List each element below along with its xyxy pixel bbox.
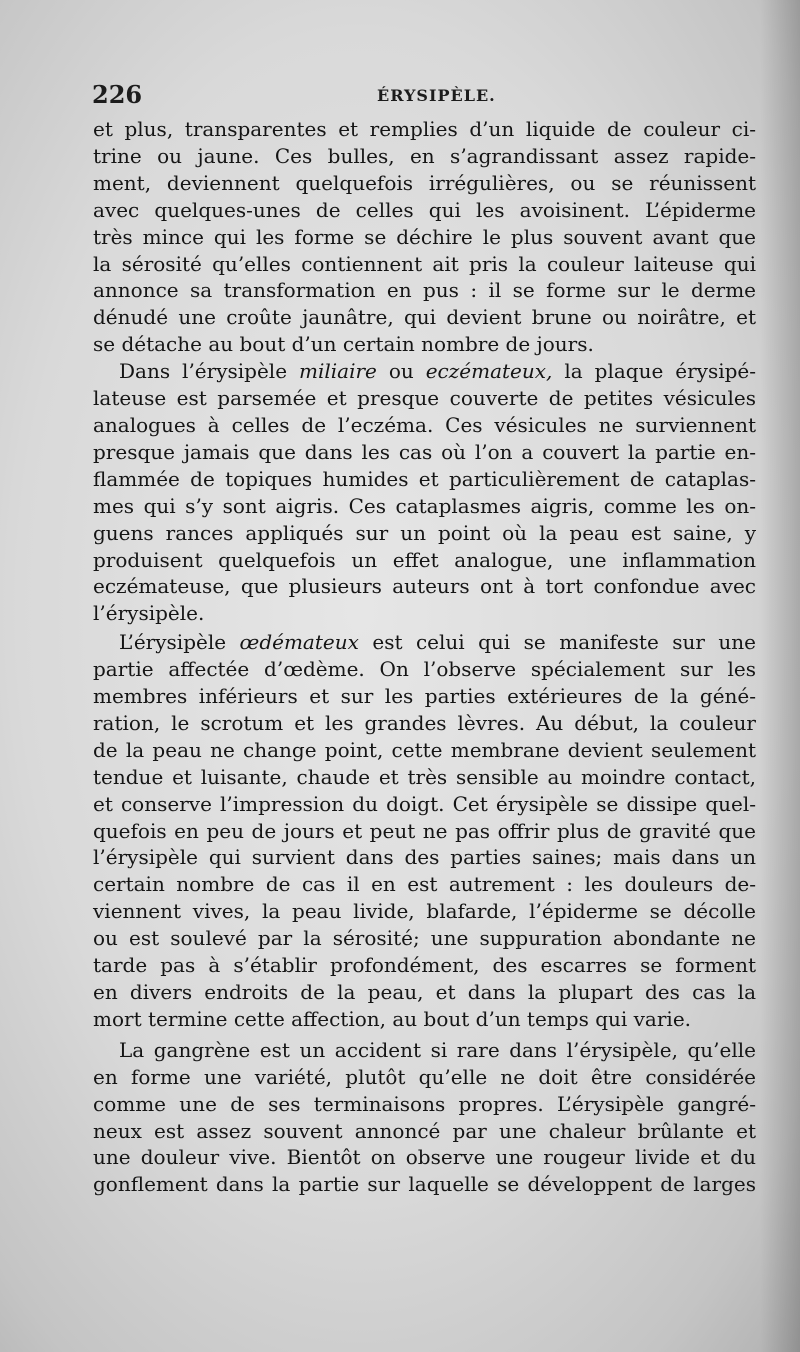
running-head: ÉRYSIPÈLE. (377, 86, 496, 105)
text-line: La gangrène est un accident si rare dans l’érysipèle, qu’elle (119, 1037, 756, 1062)
text-run: la plaque érysipé- (552, 359, 756, 384)
text-line: produisent quelquefois un effet analogue, une inflammation (93, 547, 756, 572)
text-line: l’érysipèle qui survient dans des parties saines; mais dans un (93, 845, 756, 870)
italic-term: miliaire (299, 359, 377, 384)
text-line: eczémateuse, que plusieurs auteurs ont à tort confondue avec (93, 574, 756, 599)
text-run: L’érysipèle (119, 630, 240, 655)
page-number: 226 (92, 80, 143, 109)
text-line: mort termine cette affection, au bout d’un temps qui varie. (93, 1006, 692, 1031)
paragraph (93, 1037, 756, 1198)
page-header (92, 80, 756, 114)
text-line: en forme une variété, plutôt qu’elle ne doit être considérée (93, 1064, 756, 1089)
body-text (93, 116, 756, 1198)
text-line: de la peau ne change point, cette membrane devient seulement (93, 737, 756, 762)
text-line: se détache au bout d’un certain nombre de jours. (93, 332, 594, 357)
paragraph (93, 358, 756, 627)
text-line: ou est soulevé par la sérosité; une suppuration abondante ne (93, 926, 756, 951)
text-line: l’érysipèle. (93, 601, 205, 626)
text-line: tarde pas à s’établir profondément, des escarres se forment (93, 953, 756, 978)
text-line: et conserve l’impression du doigt. Cet érysipèle se dissipe quel- (93, 791, 756, 816)
text-run: ou (376, 359, 426, 384)
text-line: quefois en peu de jours et peut ne pas offrir plus de gravité que (93, 818, 756, 843)
text-line: ment, deviennent quelquefois irrégulières, ou se réunissent (93, 170, 756, 195)
text-line: annonce sa transformation en pus : il se forme sur le derme (93, 278, 756, 303)
text-line: guens rances appliqués sur un point où la peau est saine, y (93, 520, 756, 545)
text-line: certain nombre de cas il en est autrement : les douleurs de- (93, 872, 756, 897)
text-line: lateuse est parsemée et presque couverte de petites vésicules (93, 386, 756, 411)
paragraph (93, 629, 756, 1033)
text-line: avec quelques-unes de celles qui les avoisinent. L’épiderme (93, 197, 756, 222)
text-line (93, 358, 756, 385)
text-line: tendue et luisante, chaude et très sensible au moindre contact, (93, 764, 756, 789)
text-line: comme une de ses terminaisons propres. L’érysipèle gangré- (93, 1091, 756, 1116)
italic-term: œdémateux (239, 630, 359, 655)
text-run: Dans l’érysipèle (119, 359, 299, 384)
text-line (93, 629, 756, 656)
text-line: gonflement dans la partie sur laquelle se développent de larges (93, 1172, 756, 1197)
text-line: neux est assez souvent annoncé par une chaleur brûlante et (93, 1118, 756, 1143)
text-line: très mince qui les forme se déchire le plus souvent avant que (93, 224, 756, 249)
text-line: la sérosité qu’elles contiennent ait pris la couleur laiteuse qui (93, 251, 756, 276)
text-line: flammée de topiques humides et particulièrement de cataplas- (93, 466, 756, 491)
text-line: membres inférieurs et sur les parties extérieures de la géné- (93, 684, 756, 709)
text-line: dénudé une croûte jaunâtre, qui devient brune ou noirâtre, et (93, 305, 756, 330)
text-line: viennent vives, la peau livide, blafarde, l’épiderme se décolle (93, 899, 756, 924)
text-line: analogues à celles de l’eczéma. Ces vésicules ne surviennent (93, 412, 756, 437)
text-line: mes qui s’y sont aigris. Ces cataplasmes aigris, comme les on- (93, 493, 756, 518)
text-line: ration, le scrotum et les grandes lèvres. Au début, la couleur (93, 710, 756, 735)
text-line: presque jamais que dans les cas où l’on a couvert la partie en- (93, 439, 756, 464)
paragraph (93, 116, 756, 358)
text-line: partie affectée d’œdème. On l’observe spécialement sur les (93, 657, 756, 682)
text-line: en divers endroits de la peau, et dans la plupart des cas la (93, 980, 756, 1004)
text-run: est celui qui se manifeste sur une (358, 630, 757, 655)
text-line: et plus, transparentes et remplies d’un liquide de couleur ci- (93, 117, 756, 141)
italic-term: eczémateux, (425, 359, 553, 384)
text-line: trine ou jaune. Ces bulles, en s’agrandissant assez rapide- (93, 143, 756, 168)
text-line: une douleur vive. Bientôt on observe une rougeur livide et du (93, 1145, 756, 1170)
